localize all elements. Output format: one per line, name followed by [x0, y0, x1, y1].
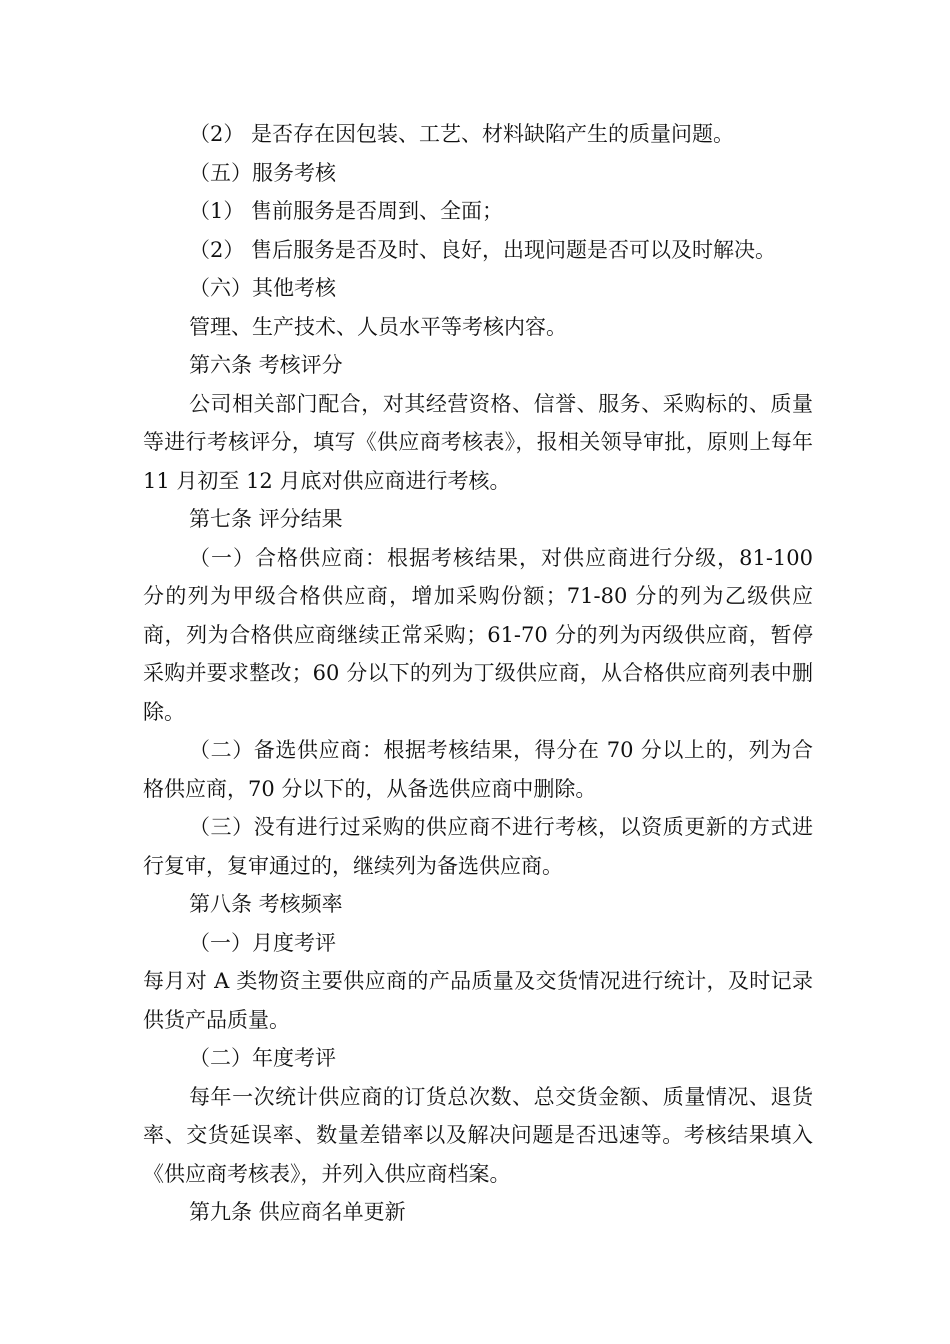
paragraph-qualified-suppliers: （一）合格供应商：根据考核结果，对供应商进行分级，81-100 分的列为甲级合格供应商，增加采购份额；71-80 分的列为乙级供应商，列为合格供应商继续正常采购；61-70 分的列为丙级供应商，暂停采购并要求整改；60 分以下的列为丁级供应商，从合格供应商列表中删除。 [143, 545, 813, 724]
paragraph-monthly-review: 每月对 A 类物资主要供应商的产品质量及交货情况进行统计，及时记录供货产品质量。 [143, 969, 813, 1032]
text-other-assessment: 管理、生产技术、人员水平等考核内容。 [189, 314, 567, 339]
item-aftersales-service: （2） 售后服务是否及时、良好，出现问题是否可以及时解决。 [189, 237, 777, 262]
paragraph-no-purchase-suppliers: （三）没有进行过采购的供应商不进行考核，以资质更新的方式进行复审，复审通过的，继续列为备选供应商。 [143, 815, 813, 878]
heading-monthly-review: （一）月度考评 [189, 930, 336, 955]
heading-annual-review: （二）年度考评 [189, 1046, 336, 1070]
item-presales-service: （1） 售前服务是否周到、全面； [189, 199, 504, 223]
heading-article-9: 第九条 供应商名单更新 [189, 1200, 406, 1224]
heading-service-assessment: （五）服务考核 [189, 160, 336, 185]
heading-other-assessment: （六）其他考核 [189, 276, 336, 300]
paragraph-article-6: 公司相关部门配合，对其经营资格、信誉、服务、采购标的、质量等进行考核评分，填写《供应商考核表》，报相关领导审批，原则上每年 11 月初至 12 月底对供应商进行考核。 [143, 391, 813, 493]
paragraph-annual-review: 每年一次统计供应商的订货总次数、总交货金额、质量情况、退货率、交货延误率、数量差错率以及解决问题是否迅速等。考核结果填入《供应商考核表》，并列入供应商档案。 [143, 1084, 813, 1186]
heading-article-6: 第六条 考核评分 [189, 353, 343, 377]
paragraph-alternate-suppliers: （二）备选供应商：根据考核结果，得分在 70 分以上的，列为合格供应商，70 分以下的，从备选供应商中删除。 [143, 738, 813, 801]
item-packaging-quality: （2） 是否存在因包装、工艺、材料缺陷产生的质量问题。 [189, 122, 735, 146]
document-body [143, 115, 813, 1232]
heading-article-7: 第七条 评分结果 [189, 507, 343, 531]
heading-article-8: 第八条 考核频率 [189, 892, 343, 916]
